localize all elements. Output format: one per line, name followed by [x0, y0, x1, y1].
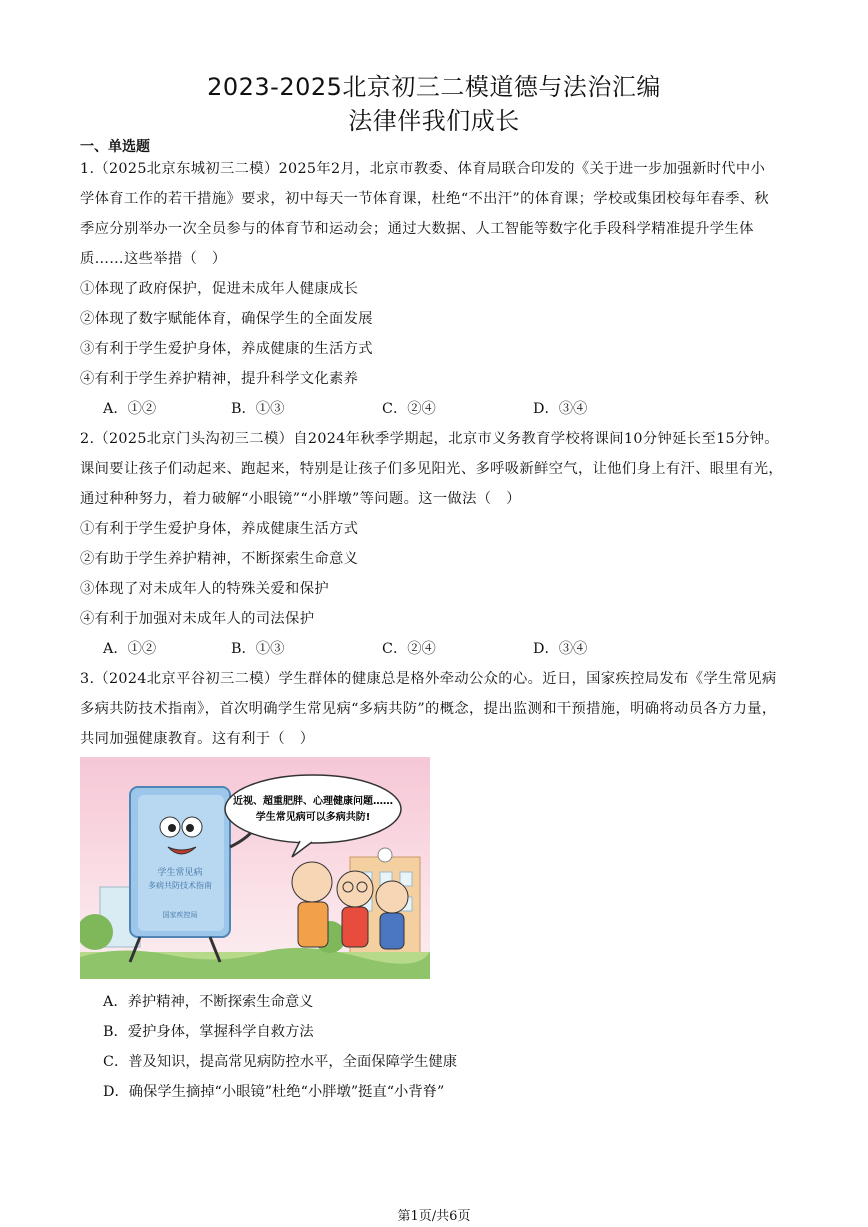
section-heading: 一、单选题 — [80, 139, 150, 155]
q3-option-a[interactable]: A．养护精神，不断探索生命意义 — [103, 994, 314, 1010]
q2-statement: ②有助于学生养护精神，不断探索生命意义 — [80, 551, 359, 567]
q2-stem-line: 通过种种努力，着力破解“小眼镜”“小胖墩”等问题。这一做法（ ） — [80, 491, 521, 507]
q2-option-b[interactable]: B．①③ — [231, 641, 285, 657]
book-title-line1: 学生常见病 — [157, 868, 203, 878]
q1-stem-line: 季应分别举办一次全员参与的体育节和运动会；通过大数据、人工智能等数字化手段科学精准提升学生体 — [80, 221, 754, 237]
q2-statement: ③体现了对未成年人的特殊关爱和保护 — [80, 581, 329, 597]
q1-statement: ①体现了政府保护，促进未成年人健康成长 — [80, 281, 359, 297]
q2-option-c[interactable]: C．②④ — [382, 641, 436, 657]
q1-option-d[interactable]: D．③④ — [533, 401, 588, 417]
q3-stem-line: 3.（2024北京平谷初三二模）学生群体的健康总是格外牵动公众的心。近日，国家疾控局发布《学生常见病 — [80, 671, 777, 687]
q2-option-a[interactable]: A．①② — [103, 641, 157, 657]
book-publisher: 国家疾控局 — [162, 911, 198, 919]
q3-stem-line: 多病共防技术指南》，首次明确学生常见病“多病共防”的概念，提出监测和干预措施，明确将动员各方力量， — [80, 701, 777, 717]
q3-option-c[interactable]: C．普及知识，提高常见病防控水平，全面保障学生健康 — [103, 1054, 458, 1070]
document-subtitle: 法律伴我们成长 — [348, 107, 520, 135]
q1-statement: ③有利于学生爱护身体，养成健康的生活方式 — [80, 341, 373, 357]
bubble-line1: 近视、超重肥胖、心理健康问题…… — [233, 796, 393, 807]
q1-option-a[interactable]: A．①② — [103, 401, 157, 417]
cartoon-illustration — [80, 757, 430, 979]
bubble-line2: 学生常见病可以多病共防! — [255, 812, 371, 823]
q1-stem-line: 质……这些举措（ ） — [80, 251, 227, 267]
q2-stem-line: 2.（2025北京门头沟初三二模）自2024年秋季学期起，北京市义务教育学校将课间10分钟延长至15分钟。 — [80, 431, 779, 447]
page-number: 第1页/共6页 — [397, 1209, 471, 1224]
q2-option-d[interactable]: D．③④ — [533, 641, 588, 657]
q2-statement: ④有利于加强对未成年人的司法保护 — [80, 611, 315, 627]
q3-stem-line: 共同加强健康教育。这有利于（ ） — [80, 731, 315, 747]
q2-stem-line: 课间要让孩子们动起来、跑起来，特别是让孩子们多见阳光、多呼吸新鲜空气，让他们身上有汗、眼里有光， — [80, 461, 784, 477]
book-title-line2: 多病共防技术指南 — [148, 881, 212, 890]
q1-statement: ②体现了数字赋能体育，确保学生的全面发展 — [80, 311, 373, 327]
clock-icon — [378, 848, 392, 862]
q1-option-c[interactable]: C．②④ — [382, 401, 436, 417]
document-title: 2023-2025北京初三二模道德与法治汇编 — [207, 73, 661, 101]
q3-option-b[interactable]: B．爱护身体，掌握科学自救方法 — [103, 1024, 314, 1040]
q1-stem-line: 学体育工作的若干措施》要求，初中每天一节体育课，杜绝“不出汗”的体育课；学校或集团校每年春季、秋 — [80, 191, 770, 207]
q1-option-b[interactable]: B．①③ — [231, 401, 285, 417]
q1-stem-line: 1.（2025北京东城初三二模）2025年2月，北京市教委、体育局联合印发的《关于进一步加强新时代中小 — [80, 161, 766, 177]
q2-statement: ①有利于学生爱护身体，养成健康生活方式 — [80, 521, 359, 537]
q3-option-d[interactable]: D．确保学生摘掉“小眼镜”杜绝“小胖墩”挺直“小背脊” — [103, 1084, 445, 1100]
q1-statement: ④有利于学生养护精神，提升科学文化素养 — [80, 371, 359, 387]
